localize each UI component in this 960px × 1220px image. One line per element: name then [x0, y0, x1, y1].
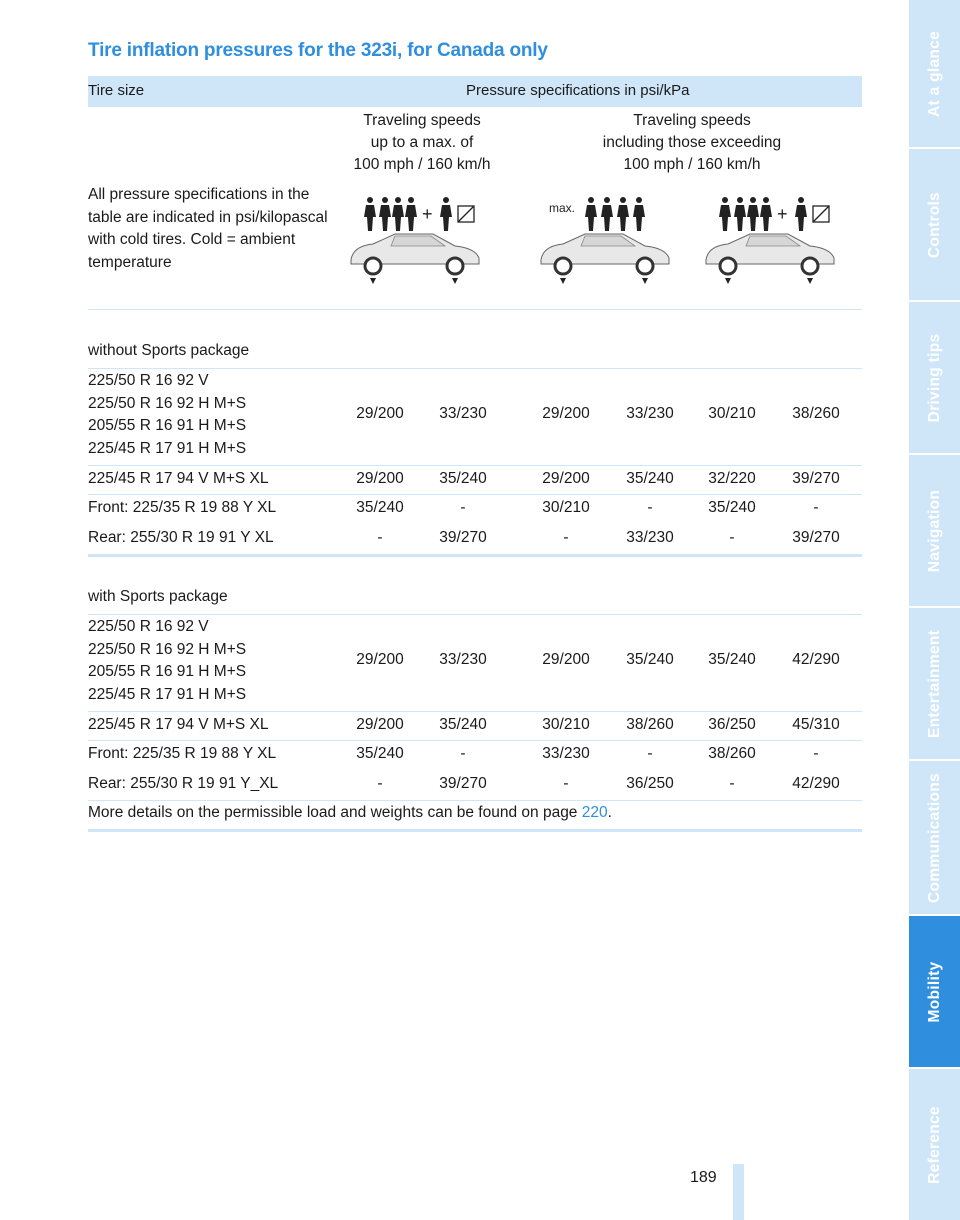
sidebar-tab-label: Entertainment: [925, 629, 943, 738]
speed-low-line: 100 mph / 160 km/h: [353, 156, 491, 173]
pressure-value: -: [563, 529, 569, 546]
sidebar-tab-label: Controls: [925, 191, 943, 258]
divider: [88, 740, 862, 741]
load-pictogram-full: [345, 190, 495, 290]
divider: [88, 368, 862, 369]
pressure-value: -: [729, 775, 735, 792]
pressure-value: 29/200: [542, 470, 590, 487]
tire-size: Front: 225/35 R 19 88 Y XL: [88, 499, 277, 516]
pressure-value: 29/200: [542, 405, 590, 422]
person-icon: [734, 197, 746, 231]
page-number: 189: [690, 1169, 717, 1186]
person-icon: [405, 197, 417, 231]
pressure-value: 36/250: [708, 716, 756, 733]
pressure-value: 35/240: [708, 499, 756, 516]
section-divider: [88, 554, 862, 557]
sidebar-tab-entertainment[interactable]: [909, 608, 960, 759]
tire-size: 205/55 R 16 91 H M+S: [88, 663, 247, 680]
pressure-value: 39/270: [792, 470, 840, 487]
pressure-value: 35/240: [626, 470, 674, 487]
tire-size: 205/55 R 16 91 H M+S: [88, 417, 247, 434]
table-bottom-rule: [88, 829, 862, 832]
speed-low-line: Traveling speeds: [363, 112, 481, 129]
pressure-value: 30/210: [542, 716, 590, 733]
sidebar-tab-label: Mobility: [925, 961, 943, 1022]
pressure-value: 33/230: [626, 405, 674, 422]
speed-low-heading: [332, 110, 512, 176]
sidebar-tab-controls[interactable]: [909, 149, 960, 300]
sidebar-tab-reference[interactable]: [909, 1069, 960, 1220]
pressure-value: 29/200: [356, 470, 404, 487]
pressure-value: 35/240: [356, 499, 404, 516]
person-icon: [392, 197, 404, 231]
pressure-header: Pressure specifications in psi/kPa: [466, 82, 690, 99]
person-icon: [601, 197, 613, 231]
footer-note: [88, 804, 612, 822]
pressure-value: 33/230: [439, 405, 487, 422]
pressure-value: 35/240: [708, 651, 756, 668]
pressure-value: 45/310: [792, 716, 840, 733]
pressure-value: 38/260: [708, 745, 756, 762]
sidebar-tab-at-a-glance[interactable]: [909, 0, 960, 147]
footer-note-suffix: .: [607, 804, 612, 821]
pressure-value: 29/200: [542, 651, 590, 668]
speed-high-line: Traveling speeds: [633, 112, 751, 129]
pressure-value: 36/250: [626, 775, 674, 792]
section-label-with-sports: with Sports package: [88, 588, 228, 605]
section-label-without-sports: without Sports package: [88, 342, 250, 359]
pressure-value: -: [729, 529, 735, 546]
chapter-sidebar: [909, 0, 960, 1220]
pressure-value: 30/210: [708, 405, 756, 422]
load-pictogram-max: [535, 190, 685, 290]
pressure-value: 29/200: [356, 651, 404, 668]
tire-size-header: Tire size: [88, 82, 145, 99]
table-header: [88, 76, 862, 107]
divider: [88, 614, 862, 615]
pressure-value: 38/260: [792, 405, 840, 422]
page-link[interactable]: 220: [581, 804, 608, 821]
pressure-value: 30/210: [542, 499, 590, 516]
pressure-value: 35/240: [439, 716, 487, 733]
pressure-value: -: [647, 745, 653, 762]
svg-text:+: +: [777, 204, 788, 224]
pressure-value: -: [813, 745, 819, 762]
person-icon: [633, 197, 645, 231]
tire-size: 225/50 R 16 92 V: [88, 372, 209, 389]
pressure-value: 42/290: [792, 651, 840, 668]
tire-size: Rear: 255/30 R 19 91 Y XL: [88, 529, 274, 546]
tire-size-cell: [88, 370, 246, 460]
pressure-value: 39/270: [439, 775, 487, 792]
tire-size: 225/45 R 17 94 V M+S XL: [88, 716, 269, 733]
divider: [88, 800, 862, 801]
luggage-icon: [813, 206, 829, 222]
page-number-bar: [733, 1164, 744, 1220]
tire-size: 225/50 R 16 92 H M+S: [88, 640, 247, 658]
sidebar-tab-communications[interactable]: [909, 761, 960, 914]
sidebar-tab-label: Reference: [925, 1105, 943, 1184]
person-icon: [364, 197, 376, 231]
tire-size: 225/45 R 17 91 H M+S: [88, 439, 247, 457]
tire-size: 225/45 R 17 94 V M+S XL: [88, 470, 269, 487]
divider: [88, 711, 862, 712]
tire-size: Front: 225/35 R 19 88 Y XL: [88, 745, 277, 762]
speed-high-line: including those exceeding: [602, 134, 782, 151]
svg-text:+: +: [422, 204, 433, 224]
max-label: max.: [549, 201, 576, 215]
person-icon: [617, 197, 629, 231]
pressure-value: 38/260: [626, 716, 674, 733]
pressure-value: -: [460, 745, 466, 762]
tire-size: 225/50 R 16 92 V: [88, 618, 209, 635]
pressure-value: -: [460, 499, 466, 516]
person-icon: [379, 197, 391, 231]
cold-tire-note: All pressure specifications in the table are indicated in psi/kilopascal with cold tires. Cold = ambient temperature: [88, 186, 328, 271]
load-pictogram-full-high: [700, 190, 850, 290]
luggage-icon: [458, 206, 474, 222]
page-title: Tire inflation pressures for the 323i, for Canada only: [88, 40, 548, 61]
pressure-value: 35/240: [626, 651, 674, 668]
tire-size: 225/45 R 17 91 H M+S: [88, 685, 247, 703]
speed-high-heading: [572, 110, 812, 176]
person-icon: [719, 197, 731, 231]
tire-size: 225/50 R 16 92 H M+S: [88, 394, 247, 412]
speed-high-line: 100 mph / 160 km/h: [623, 156, 761, 173]
pressure-value: 33/230: [439, 651, 487, 668]
pressure-value: 29/200: [356, 405, 404, 422]
car-icon: [351, 234, 479, 284]
pressure-value: 39/270: [439, 529, 487, 546]
car-icon: [706, 234, 834, 284]
pressure-value: -: [563, 775, 569, 792]
sidebar-tab-mobility[interactable]: [909, 916, 960, 1067]
pressure-value: 35/240: [356, 745, 404, 762]
pressure-value: 32/220: [708, 470, 756, 487]
person-icon: [747, 197, 759, 231]
sidebar-tab-label: Navigation: [925, 489, 943, 572]
person-icon: [795, 197, 807, 231]
sidebar-tab-driving-tips[interactable]: [909, 302, 960, 453]
pressure-value: 39/270: [792, 529, 840, 546]
person-icon: [440, 197, 452, 231]
divider: [88, 465, 862, 466]
sidebar-tab-navigation[interactable]: [909, 455, 960, 606]
pressure-value: 42/290: [792, 775, 840, 792]
pressure-value: 29/200: [356, 716, 404, 733]
pressure-value: -: [647, 499, 653, 516]
divider: [88, 494, 862, 495]
sidebar-tab-label: At a glance: [925, 30, 943, 117]
divider: [88, 309, 862, 310]
pressure-value: -: [813, 499, 819, 516]
person-icon: [760, 197, 772, 231]
person-icon: [585, 197, 597, 231]
tire-size-cell: [88, 616, 246, 706]
pressure-value: 33/230: [626, 529, 674, 546]
footer-note-text: More details on the permissible load and weights can be found on page: [88, 804, 582, 821]
tire-size: Rear: 255/30 R 19 91 Y_XL: [88, 775, 279, 792]
car-icon: [541, 234, 669, 284]
speed-low-line: up to a max. of: [370, 134, 474, 151]
pressure-value: 33/230: [542, 745, 590, 762]
sidebar-tab-label: Communications: [925, 772, 943, 903]
pressure-value: -: [377, 775, 383, 792]
sidebar-tab-label: Driving tips: [925, 333, 943, 422]
pressure-value: -: [377, 529, 383, 546]
pressure-value: 35/240: [439, 470, 487, 487]
